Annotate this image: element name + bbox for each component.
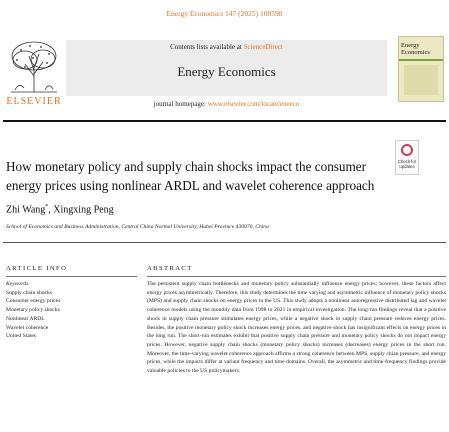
abstract-rule xyxy=(147,276,446,277)
homepage-prefix: journal homepage: xyxy=(153,100,208,108)
journal-cover-thumbnail[interactable] xyxy=(398,36,444,102)
cover-block xyxy=(404,65,438,95)
article-info-rule xyxy=(6,276,137,277)
keyword-item: Monetary policy shocks xyxy=(6,307,60,314)
article-info-heading: ARTICLE INFO xyxy=(6,265,68,272)
affiliation-rule xyxy=(3,242,446,243)
keyword-item: Supply chain shocks xyxy=(6,289,52,296)
journal-citation[interactable]: Energy Economics 147 (2025) 108598 xyxy=(166,9,283,18)
keyword-item: Nonlinear ARDL xyxy=(6,315,45,322)
journal-name: Energy Economics xyxy=(177,64,276,79)
elsevier-logo-text: ELSEVIER xyxy=(6,96,62,107)
check-for-updates-button[interactable] xyxy=(395,140,419,175)
journal-homepage-link[interactable]: www.elsevier.com/locate/eneeco xyxy=(207,100,300,108)
author-list xyxy=(6,204,114,215)
journal-homepage-line xyxy=(66,100,387,108)
author-name[interactable]: Zhi Wang xyxy=(6,204,46,216)
author-affiliation: School of Economics and Business Administration, Central China Normal University, Hubei Province 430070, China xyxy=(6,224,269,230)
keywords-label: Keywords: xyxy=(6,281,31,287)
author-name[interactable]: Xingxing Peng xyxy=(53,204,114,216)
check-updates-label: Check for updates xyxy=(397,159,417,169)
abstract-heading: ABSTRACT xyxy=(147,265,193,272)
article-title: How monetary policy and supply chain shocks impact the consumer energy prices using nonlinear ARDL and wavelet coherence approach xyxy=(6,159,375,193)
header-rule xyxy=(3,120,446,122)
author-separator: , xyxy=(48,204,54,216)
contents-line xyxy=(66,43,387,51)
contents-prefix: Contents lists available at xyxy=(170,43,244,51)
keyword-item: Wavelet coherence xyxy=(6,324,49,331)
abstract-text: The persistent supply chain bottlenecks and monetary policy substantially influence energy prices; however, these factors affect energy prices asymmetrically. Therefore, this study determines the time varying and asymmetric influence of monetary policy shocks (MPS) and supply chain shocks on energy prices in the US. This study adopts a nonlinear autoregressive distributed lag and wavelet coherence models using the monthly data from 1998 to 2021 in empirical investigation. The long-run findings reveal that a positive shock in supply chain pressure stimulates energy prices, while a negative shock in supply chain pressure reduces energy prices. Besides, the positive monetary policy shock increases energy prices, and negative shock has insignificant effects on energy prices in the long run. The short-run estimates exhibit that positive supply chain pressure and monetary policy shocks do not impact energy prices. However, negative supply chain shocks (monetary policy shocks) increases (decreases) energy prices in the short run. Moreover, the time-varying wavelet coherence approach affirms a strong coherence between MPS, supply chian pressure, and energy prices, while the impacts differ at variant frequency and time domains. Overall, the asymmetric and time-frequency findings provide valuable policies to the US policymakers. xyxy=(147,281,446,375)
keywords-list xyxy=(6,280,137,341)
keyword-item: Consumer energy prices xyxy=(6,298,61,305)
corresponding-author-mark[interactable]: * xyxy=(45,204,49,210)
keyword-item: United States xyxy=(6,333,36,340)
cover-stripe xyxy=(399,59,443,61)
sciencedirect-link[interactable]: ScienceDirect xyxy=(243,43,283,51)
cover-title: Energy Economics xyxy=(401,42,430,56)
check-updates-icon xyxy=(401,144,413,156)
